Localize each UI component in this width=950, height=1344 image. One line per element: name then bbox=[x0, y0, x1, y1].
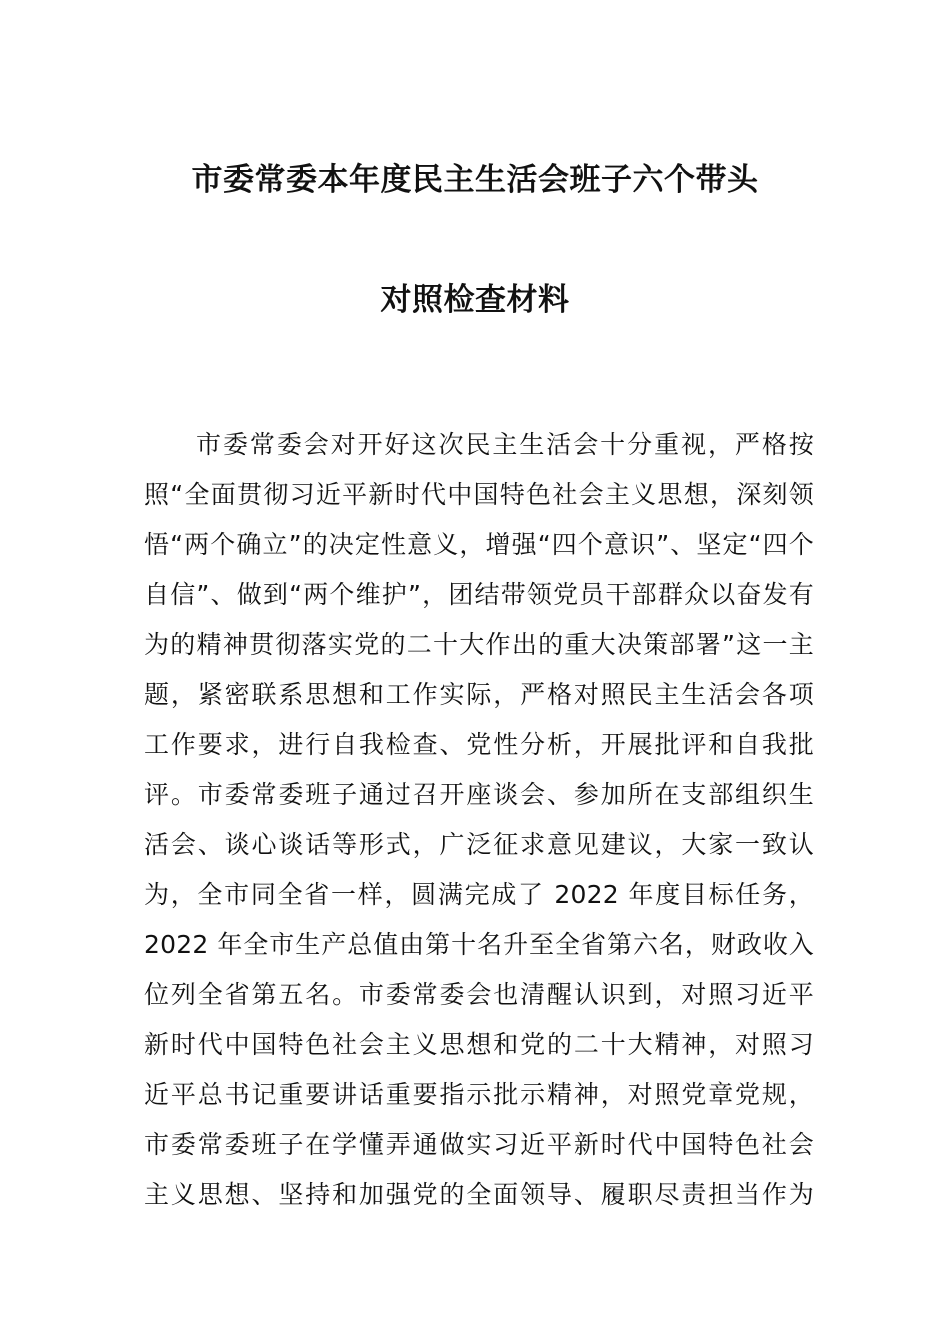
document-body bbox=[144, 420, 814, 1220]
body-line: 位列全省第五名。市委常委会也清醒认识到，对照习近平 bbox=[144, 980, 814, 1009]
body-line: 照“全面贯彻习近平新时代中国特色社会主义思想，深刻领 bbox=[144, 480, 814, 509]
body-line: 主义思想、坚持和加强党的全面领导、履职尽责担当作为 bbox=[144, 1180, 814, 1209]
body-line: 悟“两个确立”的决定性意义，增强“四个意识”、坚定“四个 bbox=[144, 530, 814, 559]
body-line: 自信”、做到“两个维护”，团结带领党员干部群众以奋发有 bbox=[144, 580, 814, 609]
document-title-line-1: 市委常委本年度民主生活会班子六个带头 bbox=[191, 162, 759, 198]
body-line: 市委常委会对开好这次民主生活会十分重视，严格按 bbox=[196, 430, 814, 459]
body-line: 题，紧密联系思想和工作实际，严格对照民主生活会各项 bbox=[144, 680, 814, 709]
document-title-line-2: 对照检查材料 bbox=[380, 282, 570, 318]
body-line: 为，全市同全省一样，圆满完成了 2022 年度目标任务， bbox=[144, 880, 814, 909]
body-line: 活会、谈心谈话等形式，广泛征求意见建议，大家一致认 bbox=[144, 830, 814, 859]
body-line: 近平总书记重要讲话重要指示批示精神，对照党章党规， bbox=[144, 1080, 814, 1109]
body-line: 评。市委常委班子通过召开座谈会、参加所在支部组织生 bbox=[144, 780, 814, 809]
body-line: 新时代中国特色社会主义思想和党的二十大精神，对照习 bbox=[144, 1030, 814, 1059]
body-line: 市委常委班子在学懂弄通做实习近平新时代中国特色社会 bbox=[144, 1130, 814, 1159]
body-line: 为的精神贯彻落实党的二十大作出的重大决策部署”这一主 bbox=[144, 630, 814, 659]
body-line: 2022 年全市生产总值由第十名升至全省第六名，财政收入 bbox=[144, 930, 814, 959]
body-line: 工作要求，进行自我检查、党性分析，开展批评和自我批 bbox=[144, 730, 814, 759]
